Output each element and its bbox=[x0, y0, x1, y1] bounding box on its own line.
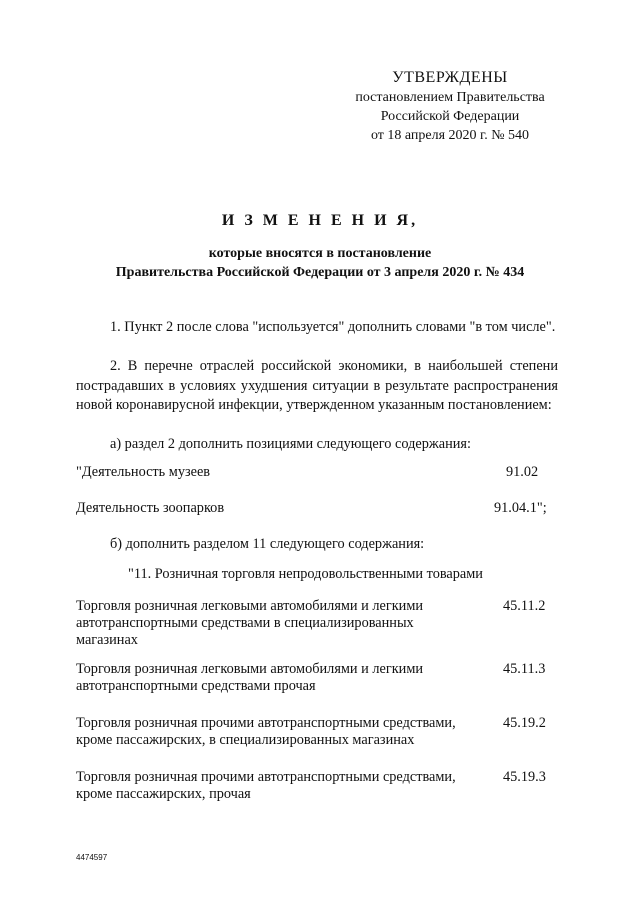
document-subtitle bbox=[60, 244, 580, 282]
paragraph-2: 2. В перечне отраслей российской экономики, в наибольшей степени пострадавших в условиях ухудшения ситуации в результате распространения новой коронавирусной инфекции, утвержденном указанным постановлением: bbox=[76, 358, 558, 413]
approval-title: УТВЕРЖДЕНЫ bbox=[392, 69, 508, 86]
section11-item-code: 45.19.3 bbox=[503, 769, 546, 785]
subtitle-line-1: которые вносятся в постановление bbox=[208, 246, 432, 261]
item-line: Торговля розничная прочими автотранспортными средствами, bbox=[76, 769, 456, 785]
approval-line-3: от 18 апреля 2020 г. № 540 bbox=[370, 128, 530, 143]
item-line: Торговля розничная легковыми автомобилями и легкими bbox=[76, 598, 424, 614]
section11-item-text bbox=[76, 769, 456, 803]
approval-line-1: постановлением Правительства bbox=[355, 90, 545, 105]
item-line: кроме пассажирских, в специализированных магазинах bbox=[76, 732, 415, 748]
document-number: 4474597 bbox=[76, 853, 108, 862]
item-line: автотранспортными средствами в специализированных bbox=[76, 615, 414, 631]
section11-heading: "11. Розничная торговля непродовольственными товарами bbox=[128, 566, 483, 582]
paragraph-a: а) раздел 2 дополнить позициями следующего содержания: bbox=[110, 436, 471, 452]
section2-item-code: 91.04.1"; bbox=[494, 500, 547, 516]
section2-item-name: Деятельность зоопарков bbox=[76, 500, 225, 516]
item-line: Торговля розничная легковыми автомобилями и легкими bbox=[76, 661, 424, 677]
section11-item-text bbox=[76, 598, 423, 649]
item-line: Торговля розничная прочими автотранспортными средствами, bbox=[76, 715, 456, 731]
section2-item-code: 91.02 bbox=[506, 464, 539, 480]
item-line: кроме пассажирских, прочая bbox=[76, 786, 251, 802]
section11-item-code: 45.11.2 bbox=[503, 598, 546, 614]
paragraph-1: 1. Пункт 2 после слова "используется" дополнить словами "в том числе". bbox=[110, 319, 556, 335]
section11-item-code: 45.19.2 bbox=[503, 715, 546, 731]
section11-item-text bbox=[76, 715, 456, 749]
section2-item-name: "Деятельность музеев bbox=[76, 464, 211, 480]
approval-line-2: Российской Федерации bbox=[380, 109, 520, 124]
item-line: магазинах bbox=[76, 632, 138, 648]
subtitle-line-2: Правительства Российской Федерации от 3 апреля 2020 г. № 434 bbox=[115, 265, 525, 280]
document-title: И З М Е Н Е Н И Я, bbox=[221, 212, 419, 229]
section11-item-code: 45.11.3 bbox=[503, 661, 546, 677]
approval-stamp bbox=[330, 68, 570, 145]
paragraph-b: б) дополнить разделом 11 следующего содержания: bbox=[110, 536, 425, 552]
section11-item-text bbox=[76, 661, 423, 695]
item-line: автотранспортными средствами прочая bbox=[76, 678, 316, 694]
